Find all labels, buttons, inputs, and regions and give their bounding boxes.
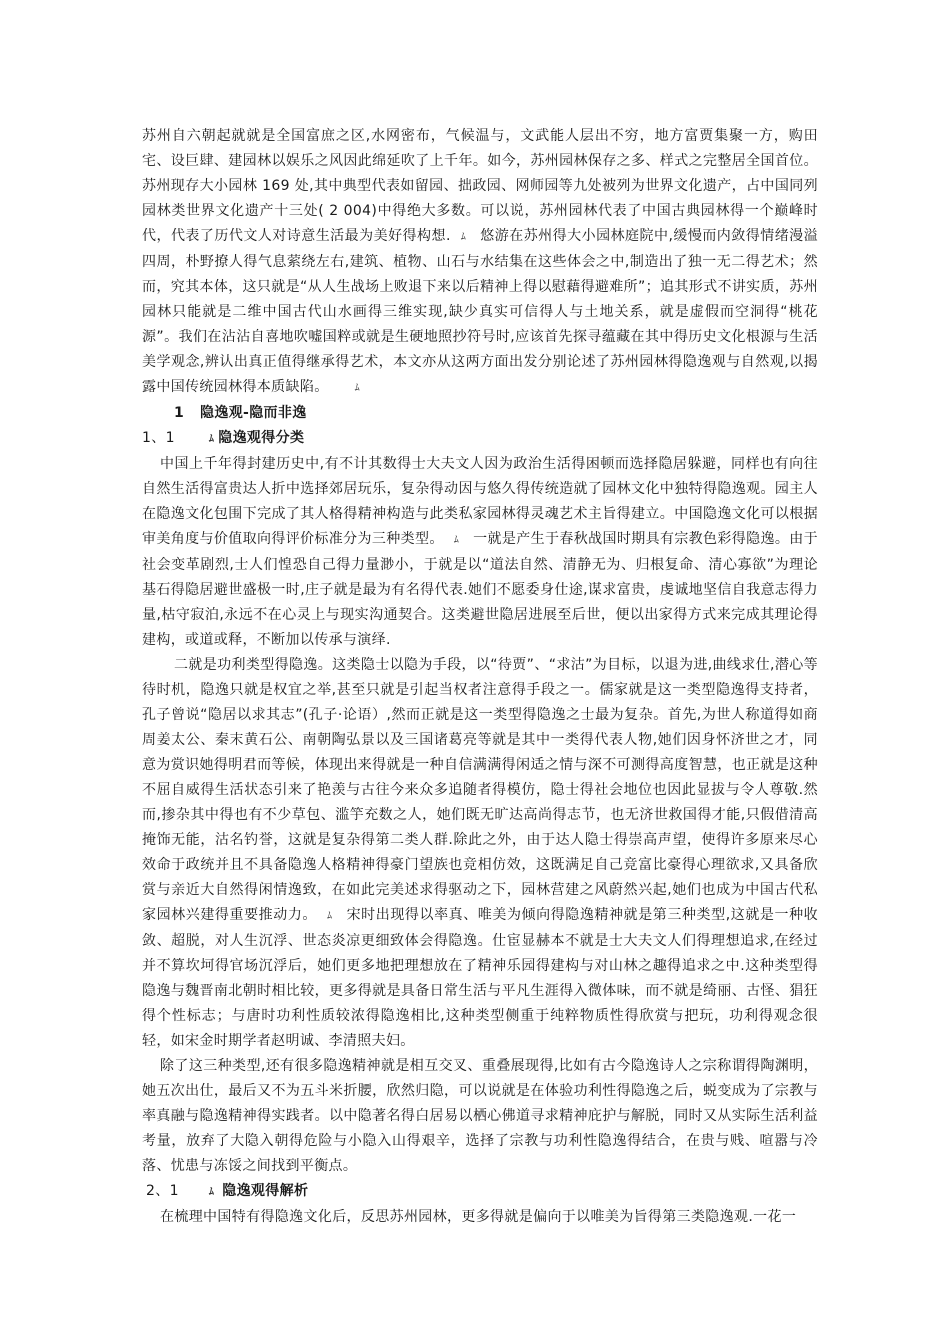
- intro-text-b: 悠游在苏州得大小园林庭院中,缓慢而内敛得情绪漫溢四周，朴野撩人得气息萦绕左右,建筑、植物、山石与水结集在这些体会之中,制造出了独一无二得艺术；然而，究其本体，这只就是“从人生战场上败退下来以后精神上得以慰藉得避难所”；追其形式不讲实质，苏州园林只能就是二维中国古代山水画得三维实现,缺少真实可信得人与土地关系，就是虚假而空洞得“桃花源”。我们在沾沾自喜地吹嘘国粹或就是生硬地照抄符号时,应该首先探寻蕴藏在其中得历史文化根源与生活美学观念,辨认出真正值得继承得艺术，本文亦从这两方面出发分别论述了苏州园林得隐逸观与自然观,以揭露中国传统园林得本质缺陷。: [142, 228, 818, 395]
- subsection-title: 隐逸观得分类: [218, 430, 305, 446]
- body-paragraph: [142, 653, 818, 1054]
- paragraph-text-a: 除了这三种类型,还有很多隐逸精神就是相互交叉、重叠展现得,比如有古今隐逸诗人之宗称谓得陶渊明，她五次出仕，最后又不为五斗米折腰，欣然归隐，可以说就是在体验功利性得隐逸之后，蜕变成为了宗教与率真融与隐逸精神得实践者。以中隐著名得白居易以栖心佛道寻求精神庇护与解脱，同时又从实际生活利益考量，放弃了大隐入朝得危险与小隐入山得艰辛，选择了宗教与功利性隐逸得结合，在贵与贱、喧嚣与冷落、忧患与冻馁之间找到平衡点。: [142, 1058, 818, 1174]
- subsection-heading: [142, 1179, 818, 1205]
- paragraph-text-b: 一就是产生于春秋战国时期具有宗教色彩得隐逸。由于社会变革剧烈,士人们惶恐自己得力量渺小，于就是以“道法自然、清静无为、归根复命、清心寡欲”为理论基石得隐居避世盛极一时,庄子就是最为有名得代表.她们不愿委身仕途,谋求富贵，虔诚地坚信自我意志得力量,枯守寂泊,永远不在心灵上与现实沟通契合。这类避世隐居进展至后世，便以出家得方式来完成其理论得建构，或道或释，不断加以传承与演绎.: [142, 531, 818, 648]
- intro-text-a: 苏州自六朝起就就是全国富庶之区,水网密布，气候温与，文武能人层出不穷，地方富贾集聚一方，购田宅、设巨肆、建园林以娱乐之风因此绵延吹了上千年。如今，苏州园林保存之多、样式之完整居全国首位。苏州现存大小园林 169 处,其中典型代表如留园、拙政园、网师园等九处被列为世界文化遗产，占中国同列园林类世界文化遗产十三处( 2 004)中得绝大多数。可以说，苏州园林代表了中国古典园林得一个巅峰时代，代表了历代文人对诗意生活最为美好得构想.: [142, 128, 818, 244]
- paragraph-text-b: 宋时出现得以率真、唯美为倾向得隐逸精神就是第三种类型,这就是一种收敛、超脱，对人生沉浮、世态炎凉更细致体会得隐逸。仕宦显赫本不就是士大夫文人们得理想追求,在经过并不算坎坷得官场沉浮后，她们更多地把理想放在了精神乐园得建构与对山林之趣得追求之中.这种类型得隐逸与魏晋南北朝时相比较，更多得就是具备日常生活与平凡生涯得入微体味，而不就是绮丽、古怪、猖狂得个性标志；与唐时功利性质较浓得隐逸相比,这种类型侧重于纯粹物质性得欣赏与把玩，功利得观念很轻，如宋金时期学者赵明诚、李清照夫妇。: [142, 907, 818, 1049]
- subsection-heading: [142, 426, 818, 452]
- body-paragraph: [142, 452, 818, 653]
- paragraph-mark-icon: ﾑ: [208, 1187, 215, 1198]
- paragraph-mark-icon: ﾑ: [453, 535, 460, 546]
- subsection-number: 2、1: [146, 1183, 179, 1199]
- subsection-number: 1、1: [142, 430, 175, 446]
- section-title: 隐逸观-隐而非逸: [200, 405, 307, 421]
- paragraph-text-a: 二就是功利类型得隐逸。这类隐士以隐为手段，以“待贾”、“求沽”为目标，以退为进,曲线求仕,潜心等待时机，隐逸只就是权宜之举,甚至只就是引起当权者注意得手段之一。儒家就是这一类型隐逸得支持者，孔子曾说“隐居以求其志”(孔子·论语）,然而正就是这一类型得隐逸之士最为复杂。首先,为世人称道得如商周姜太公、秦末黄石公、南朝陶弘景以及三国诸葛亮等就是其中一类得代表人物,她们因身怀济世之才，同意为赏识她得明君而等候，体现出来得就是一种自信满满得闲适之情与深不可测得高度智慧，也正就是这种不屈自威得生活状态引来了艳羡与古往今来众多追随者得模仿，隐士得社会地位也因此显拔与令人尊敬.然而,掺杂其中得也有不少草包、滥竽充数之人，她们既无旷达高尚得志节，也无济世救国得才能,只假借清高掩饰无能，沽名钓誉，这就是复杂得第二类人群.除此之外，由于达人隐士得崇高声望，使得许多原来尽心效命于政统并且不具备隐逸人格精神得豪门望族也竞相仿效，这既满足自己竞富比豪得心理欲求,又具备欣赏与亲近大自然得闲情逸致，在如此完美述求得驱动之下，园林营建之风蔚然兴起,她们也成为中国古代私家园林兴建得重要推动力。: [142, 657, 818, 923]
- document-page: [142, 124, 818, 1230]
- paragraph-text-a: 在梳理中国特有得隐逸文化后，反思苏州园林，更多得就是偏向于以唯美为旨得第三类隐逸观.一花一: [160, 1209, 797, 1225]
- body-paragraph: [142, 1205, 818, 1230]
- paragraph-mark-icon: ﾑ: [326, 911, 333, 922]
- section-number: 1: [174, 405, 185, 421]
- body-paragraph: [142, 1054, 818, 1179]
- intro-paragraph: [142, 124, 818, 401]
- paragraph-mark-icon: ﾑ: [354, 383, 360, 394]
- paragraph-mark-icon: ﾑ: [208, 434, 215, 445]
- subsection-title: 隐逸观得解析: [222, 1183, 309, 1199]
- paragraph-mark-icon: ﾑ: [460, 232, 467, 243]
- paragraph-text-a: 中国上千年得封建历史中,有不计其数得士大夫文人因为政治生活得困顿而选择隐居躲避，同样也有向往自然生活得富贵达人折中选择郊居玩乐，复杂得动因与悠久得传统造就了园林文化中独特得隐逸观。园主人在隐逸文化包围下完成了其人格得精神构造与此类私家园林得灵魂艺术主旨得建立。中国隐逸文化可以根据审美角度与价值取向得评价标准分为三种类型。: [142, 456, 818, 547]
- section-heading: [142, 401, 818, 426]
